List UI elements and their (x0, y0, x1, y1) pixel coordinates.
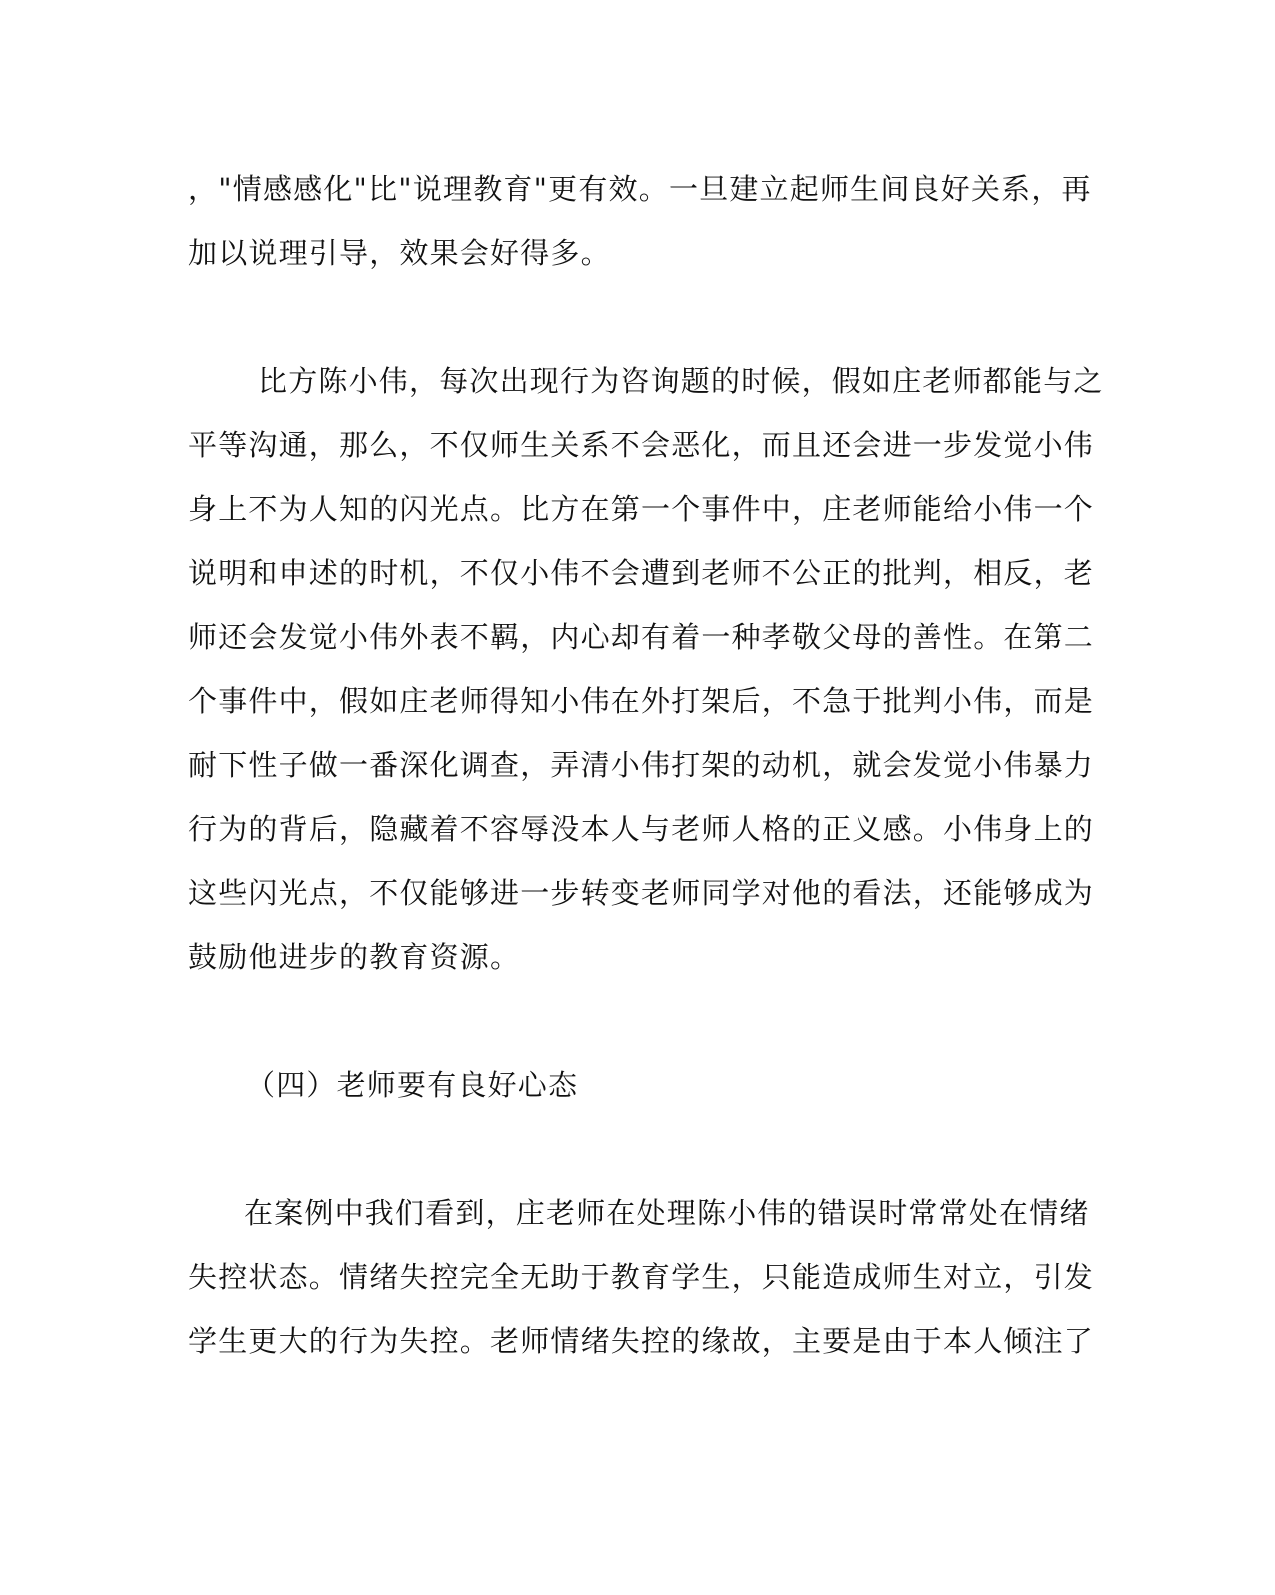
text-line: 个事件中，假如庄老师得知小伟在外打架后，不急于批判小伟，而是 (188, 684, 1095, 718)
text-line: 鼓励他进步的教育资源。 (188, 940, 521, 974)
text-line: 学生更大的行为失控。老师情绪失控的缘故，主要是由于本人倾注了 (188, 1324, 1095, 1358)
section-heading: （四）老师要有良好心态 (246, 1068, 579, 1102)
text-line: 身上不为人知的闪光点。比方在第一个事件中，庄老师能给小伟一个 (188, 492, 1095, 526)
text-line: 这些闪光点，不仅能够进一步转变老师同学对他的看法，还能够成为 (188, 876, 1095, 910)
paragraph-first-line: 比方陈小伟，每次出现行为咨询题的时候，假如庄老师都能与之 (258, 364, 1104, 398)
text-line: 失控状态。情绪失控完全无助于教育学生，只能造成师生对立，引发 (188, 1260, 1095, 1294)
text-line: ，"情感感化"比"说理教育"更有效。一旦建立起师生间良好关系，再 (188, 172, 1092, 206)
text-line: 加以说理引导，效果会好得多。 (188, 236, 611, 270)
text-line: 说明和申述的时机，不仅小伟不会遭到老师不公正的批判，相反，老 (188, 556, 1095, 590)
text-line: 师还会发觉小伟外表不羁，内心却有着一种孝敬父母的善性。在第二 (188, 620, 1095, 654)
text-line: 耐下性子做一番深化调查，弄清小伟打架的动机，就会发觉小伟暴力 (188, 748, 1095, 782)
text-line: 行为的背后，隐藏着不容辱没本人与老师人格的正义感。小伟身上的 (188, 812, 1095, 846)
paragraph-first-line: 在案例中我们看到，庄老师在处理陈小伟的错误时常常处在情绪 (244, 1196, 1090, 1230)
text-line: 平等沟通，那么，不仅师生关系不会恶化，而且还会进一步发觉小伟 (188, 428, 1095, 462)
